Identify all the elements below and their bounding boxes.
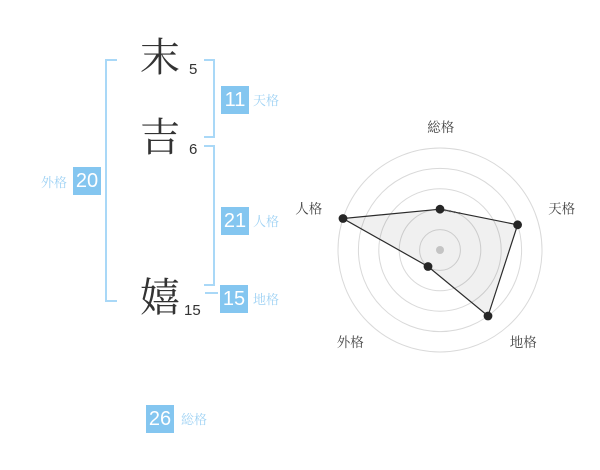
radar-data-point [339,214,348,223]
tenkaku-bracket [204,59,215,138]
chikaku-value-box: 15 [220,285,248,313]
gaikaku-label: 外格 [40,175,67,190]
radar-data-point [513,220,522,229]
radar-axis-label: 地格 [509,335,537,350]
radar-data-point [484,312,493,321]
soukaku-value-box: 26 [146,405,174,433]
jinkaku-label: 人格 [253,214,280,229]
radar-data-point [424,262,433,271]
chikaku-label: 地格 [253,292,280,307]
gaikaku-bracket [105,59,117,302]
radar-data-polygon [343,209,518,316]
tenkaku-label: 天格 [253,93,280,108]
stroke-count-3: 15 [184,302,201,319]
chikaku-bracket [205,292,218,294]
name-character-1: 末 [140,36,180,80]
radar-axis-label: 天格 [548,201,576,217]
gaikaku-value-box: 20 [73,167,101,195]
jinkaku-bracket [204,145,215,286]
radar-axis-label: 外格 [336,335,364,350]
name-character-2: 吉 [140,116,180,160]
stroke-count-1: 5 [189,61,198,78]
radar-data-point [436,205,445,214]
radar-axis-label: 総格 [427,120,455,135]
stroke-count-2: 6 [189,141,198,158]
soukaku-label: 総格 [181,412,208,427]
radar-axis-label: 人格 [295,201,323,217]
radar-center-dot [436,246,444,254]
tenkaku-value-box: 11 [221,86,249,114]
name-character-3: 嬉 [140,276,180,320]
jinkaku-value-box: 21 [221,207,249,235]
fortune-radar-chart [290,100,590,400]
